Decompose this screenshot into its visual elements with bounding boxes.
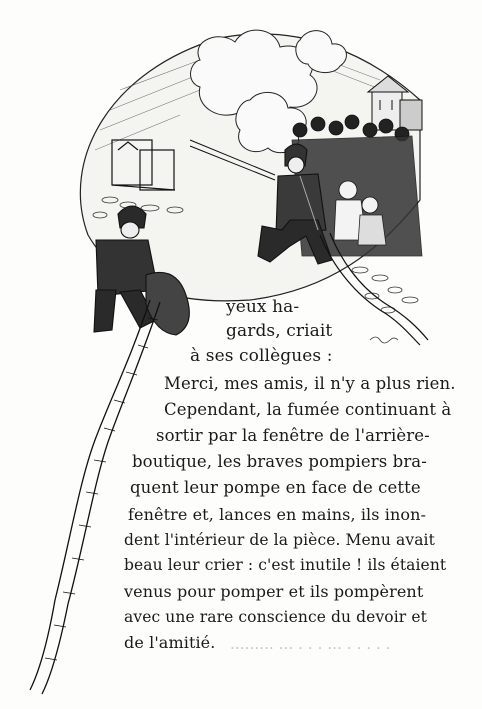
text-line-6: sortir par la fenêtre de l'arrière-: [156, 426, 430, 445]
text-line-12: venus pour pomper et ils pompèrent: [124, 582, 424, 601]
text-line-11: beau leur crier : c'est inutile ! ils étaient: [124, 556, 447, 574]
text-line-14: de l'amitié.: [124, 633, 216, 652]
text-line-4: Merci, mes amis, il n'y a plus rien.: [164, 374, 456, 393]
faint-bleed-text: ......... ... . . . ... . . . . .: [230, 635, 391, 653]
artist-signature: [370, 337, 398, 343]
text-line-13: avec une rare conscience du devoir et: [124, 608, 427, 626]
text-line-1: yeux ha-: [226, 297, 300, 317]
text-line-9: fenêtre et, lances en mains, ils inon-: [128, 505, 427, 524]
text-line-2: gards, criait: [226, 321, 333, 341]
text-line-8: quent leur pompe en face de cette: [130, 478, 421, 497]
text-line-10: dent l'intérieur de la pièce. Menu avait: [124, 531, 435, 549]
text-line-7: boutique, les braves pompiers bra-: [132, 452, 427, 471]
text-line-3: à ses collègues :: [190, 346, 333, 366]
text-line-5: Cependant, la fumée continuant à: [164, 400, 452, 419]
